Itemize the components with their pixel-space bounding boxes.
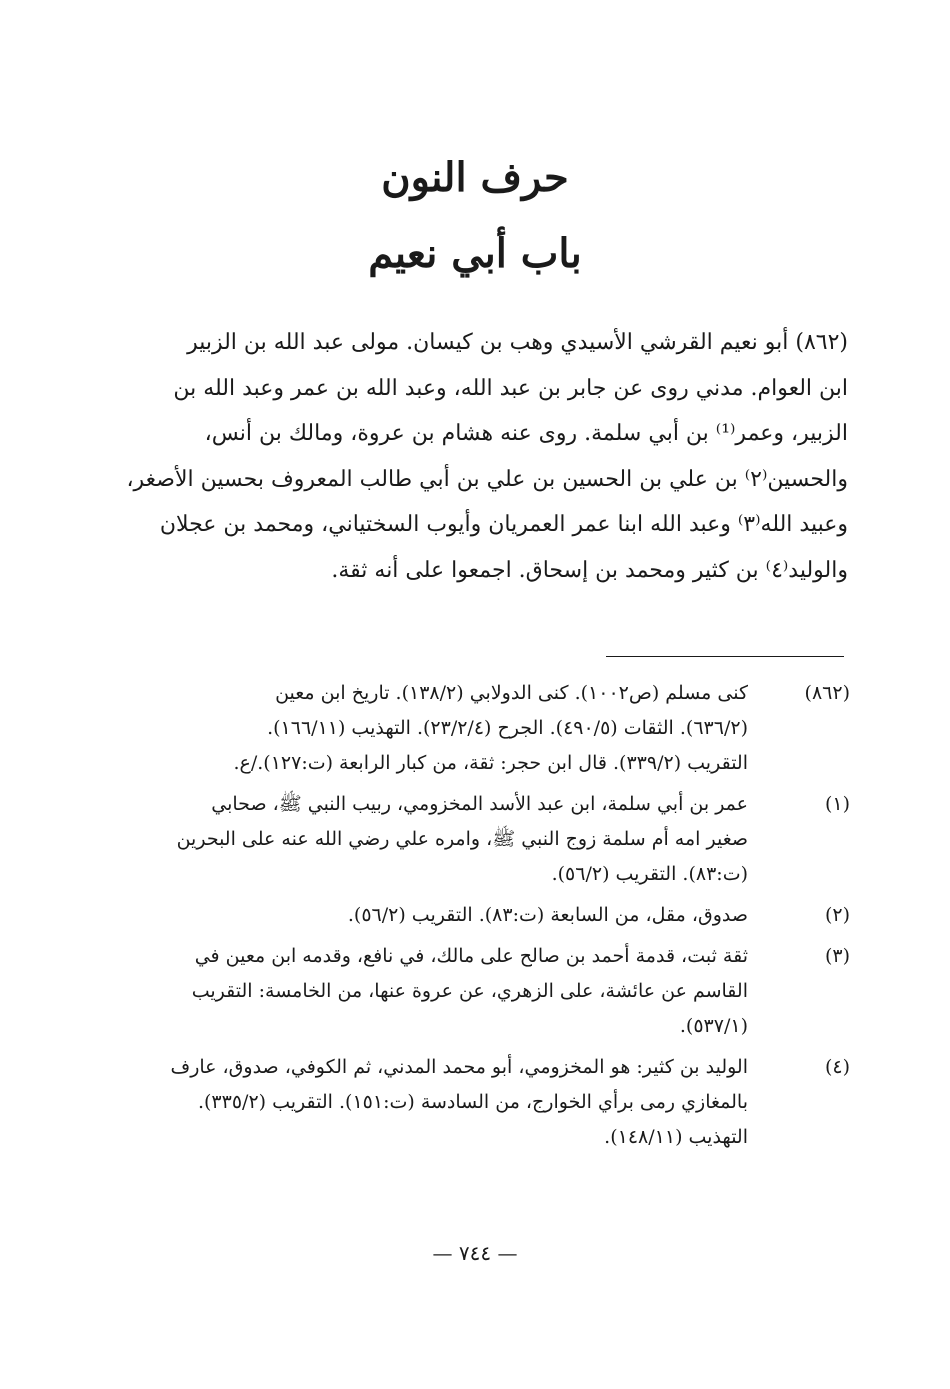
footnote-line: صغير امه أم سلمة زوج النبي ﷺ، وامره علي رضي الله عنه على البحرين (176, 828, 748, 850)
footnote-1 (100, 787, 850, 892)
entry-line: ابن العوام. مدني روى عن جابر بن عبد الله، وعبد الله بن عمر وعبد الله بن (173, 375, 848, 401)
footnote-line: (٥٣٧/١). (679, 1015, 748, 1037)
footnote-separator (606, 656, 844, 657)
entry-line: والوليد⁽٤⁾ بن كثير ومحمد بن إسحاق. اجمعوا على أنه ثقة. (331, 557, 848, 583)
footnote-line: بالمغازي رمى برأي الخوارج، من السادسة (ت:١٥١). التقريب (٣٣٥/٢). (197, 1091, 748, 1113)
footnote-number: (١) (824, 793, 850, 815)
footnote-number: (٣) (824, 945, 850, 967)
footnote-number: (٤) (824, 1056, 850, 1078)
footnote-line: القاسم عن عائشة، على الزهري، عن عروة عنها، من الخامسة: التقريب (191, 980, 748, 1002)
footnote-4 (100, 1050, 850, 1155)
entry-line: الزبير، وعمر⁽¹⁾ بن أبي سلمة. روى عنه هشام بن عروة، ومالك بن أنس، (204, 421, 848, 446)
footnote-line: التقريب (٣٣٩/٢). قال ابن حجر: ثقة، من كبار الرابعة (ت:١٢٧)./ع. (233, 752, 748, 774)
entry-line: وعبيد الله⁽٣⁾ وعبد الله ابنا عمر العمريان وأيوب السختياني، ومحمد بن عجلان (159, 512, 848, 537)
footnote-862 (100, 676, 850, 781)
biography-entry (102, 320, 848, 593)
footnote-number: (٢) (824, 904, 850, 926)
chapter-title: حرف النون (381, 154, 569, 201)
footnotes (100, 676, 850, 1161)
footnote-line: كنى مسلم (ص١٠٠٢). كنى الدولابي (١٣٨/٢). تاريخ ابن معين (275, 682, 748, 704)
footnote-line: عمر بن أبي سلمة، ابن عبد الأسد المخزومي، ربيب النبي ﷺ، صحابي (211, 793, 748, 815)
footnote-line: التهذيب (١٤٨/١١). (604, 1126, 748, 1148)
footnote-2 (100, 898, 850, 933)
footnote-3 (100, 939, 850, 1044)
entry-line: والحسين⁽٢⁾ بن علي بن الحسين بن علي بن أبي طالب المعروف بحسين الأصغر، (126, 466, 848, 492)
footnote-text (100, 787, 748, 892)
footnote-text (100, 939, 748, 1044)
footnote-line: (٦٣٦/٢). الثقات (٤٩٠/٥). الجرح (٢٣/٢/٤). التهذيب (١٦٦/١١). (267, 717, 748, 739)
footnote-line: الوليد بن كثير: هو المخزومي، أبو محمد المدني، ثم الكوفي، صدوق، عارف (170, 1056, 748, 1078)
footnote-text (100, 898, 748, 933)
footnote-text (100, 676, 748, 781)
page-number: — ٧٤٤ — (432, 1241, 518, 1265)
footnote-line: ثقة ثبت، قدمة أحمد بن صالح على مالك، في نافع، وقدمه ابن معين في (194, 945, 748, 967)
footnote-line: (ت:٨٣). التقريب (٥٦/٢). (551, 863, 748, 885)
footnote-number: (٨٦٢) (804, 682, 850, 704)
section-title: باب أبي نعيم (368, 230, 582, 277)
entry-line: (٨٦٢) أبو نعيم القرشي الأسيدي وهب بن كيسان. مولى عبد الله بن الزبير (187, 330, 848, 355)
footnote-text (100, 1050, 748, 1155)
footnote-line: صدوق، مقل، من السابعة (ت:٨٣). التقريب (٥٦/٢). (347, 904, 748, 926)
